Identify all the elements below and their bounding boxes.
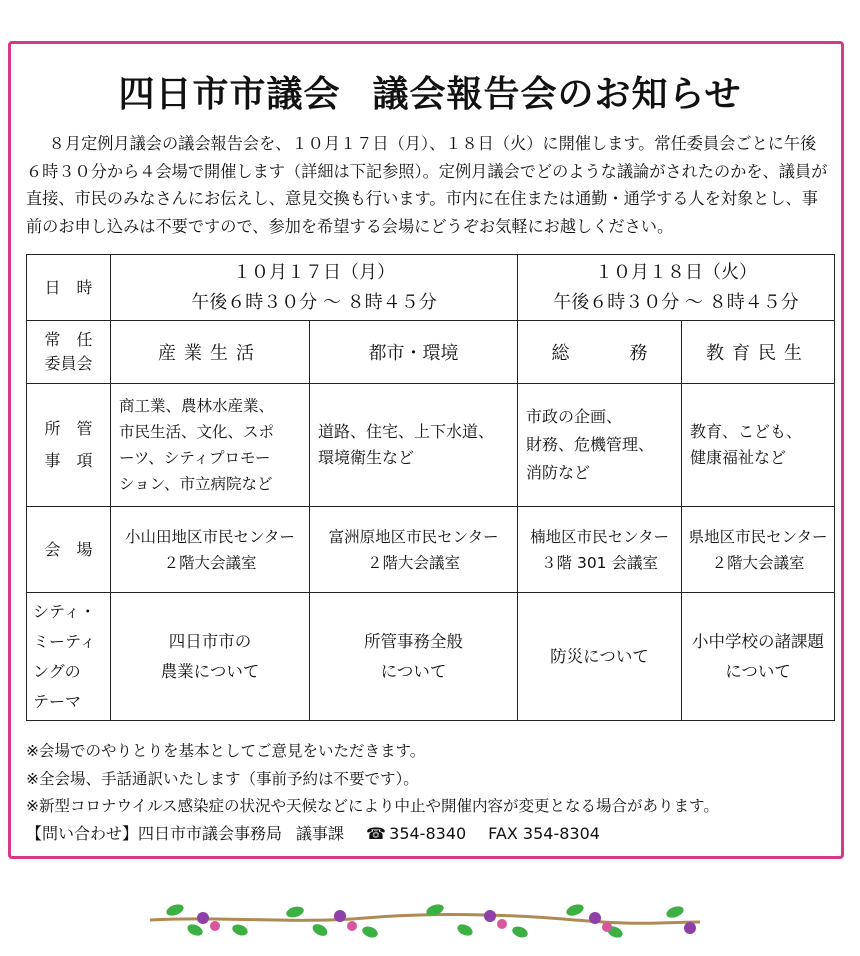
date-cell-1 — [111, 255, 518, 321]
row-header-venue: 会 場 — [27, 507, 111, 593]
row-header-matters: 所 管 事 項 — [27, 384, 111, 507]
theme-1: 四日市市の 農業について — [111, 593, 310, 721]
note-item: ※会場でのやりとりを基本としてご意見をいただきます。 — [26, 742, 426, 760]
contact-label: 【問い合わせ】 — [26, 824, 139, 843]
time-2: 午後６時３０分 ～ ８時４５分 — [553, 291, 799, 313]
venue-2: 富洲原地区市民センター ２階大会議室 — [310, 507, 518, 593]
table-row-datetime — [27, 255, 835, 321]
page-title — [0, 66, 860, 117]
committee-1: 産業生活 — [111, 321, 310, 384]
row-header-theme: シティ・ ミーティ ングの テーマ — [27, 593, 111, 721]
telephone-icon: ☎ — [366, 824, 386, 843]
date-cell-2 — [518, 255, 835, 321]
date-1: １０月１７日（月） — [233, 261, 395, 283]
date-2: １０月１８日（火） — [595, 261, 758, 283]
theme-2: 所管事務全般 について — [310, 593, 518, 721]
venue-3: 楠地区市民センター ３階 301 会議室 — [518, 507, 682, 593]
note-item: ※新型コロナウイルス感染症の状況や天候などにより中止や開催内容が変更となる場合があります。 — [26, 797, 719, 815]
table-row-matters — [27, 384, 835, 507]
vine-decoration — [145, 900, 705, 950]
contact-fax: FAX 354-8304 — [488, 824, 600, 843]
venue-4: 県地区市民センター ２階大会議室 — [682, 507, 835, 593]
theme-4: 小中学校の諸課題 について — [682, 593, 835, 721]
table-row-theme — [27, 593, 835, 721]
contact-office: 四日市市議会事務局 — [138, 824, 283, 843]
committee-3: 総務 — [518, 321, 682, 384]
matters-3: 市政の企画、 財務、危機管理、 消防など — [518, 384, 682, 507]
notes-list — [26, 738, 719, 821]
time-1: 午後６時３０分 ～ ８時４５分 — [191, 291, 437, 313]
row-header-committee: 常 任 委員会 — [27, 321, 111, 384]
row-header-datetime: 日 時 — [27, 255, 111, 321]
theme-3: 防災について — [518, 593, 682, 721]
title-part1: 四日市市議会 — [118, 74, 341, 115]
contact-phone: 354-8340 — [389, 824, 467, 843]
title-part2: 議会報告会のお知らせ — [372, 74, 742, 115]
matters-2: 道路、住宅、上下水道、 環境衛生など — [310, 384, 518, 507]
committee-4: 教育民生 — [682, 321, 835, 384]
matters-1: 商工業、農林水産業、 市民生活、文化、スポ ーツ、シティプロモー ション、市立病院など — [111, 384, 310, 507]
table-row-committee — [27, 321, 835, 384]
contact-section: 議事課 — [296, 824, 345, 843]
matters-4: 教育、こども、 健康福祉など — [682, 384, 835, 507]
note-item: ※全会場、手話通訳いたします（事前予約は不要です）。 — [26, 769, 419, 788]
schedule-table — [26, 254, 835, 721]
intro-paragraph: ８月定例月議会の議会報告会を、１０月１７日（月）、１８日（火）に開催します。常任委員会ごとに午後６時３０分から４会場で開催します（詳細は下記参照）。定例月議会でどのような議論がされたのかを、議員が直接、市民のみなさんにお伝えし、意見交換も行います。市内に在住または通勤・通学する人を対象とし、事前のお申し込みは不要ですので、参加を希望する会場にどうぞお気軽にお越しください。 — [26, 134, 828, 236]
table-row-venue — [27, 507, 835, 593]
venue-1: 小山田地区市民センター ２階大会議室 — [111, 507, 310, 593]
committee-2: 都市・環境 — [310, 321, 518, 384]
contact-line — [26, 821, 600, 844]
